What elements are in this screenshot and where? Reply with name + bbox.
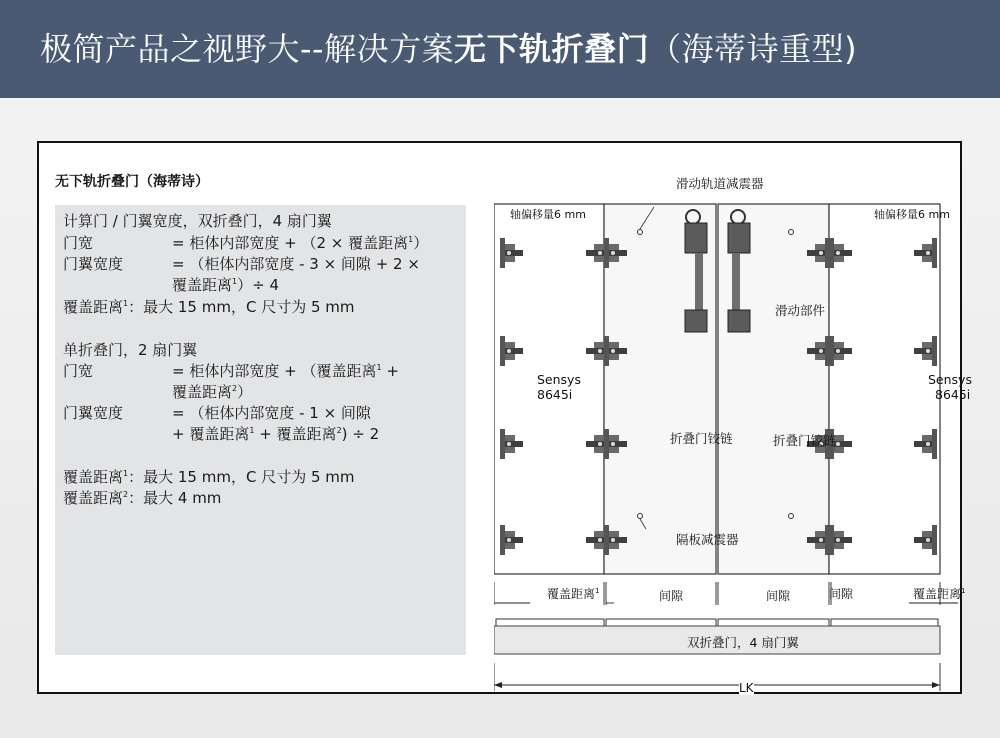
formula-note: 覆盖距离$^1$：最大 15 mm，C 尺寸为 5 mm <box>63 468 355 486</box>
formula-label: 门宽 <box>63 362 94 380</box>
card-title: 无下轨折叠门（海蒂诗） <box>55 174 209 190</box>
lk-label: LK <box>739 681 754 695</box>
folding-door-diagram <box>494 163 972 696</box>
content-card <box>37 141 972 695</box>
formula-text: 覆盖距离$^2$） <box>172 383 253 401</box>
formula-label: 门宽 <box>63 234 94 252</box>
shelf-damper-label: 隔板减震器 <box>676 532 739 547</box>
sliding-part-label: 滑动部件 <box>775 303 826 318</box>
formula-text: 覆盖距离$^1$）÷ 4 <box>172 276 279 294</box>
dim-overlay-left: 覆盖距离$^1$ <box>547 587 600 601</box>
dim-overlay-right: 覆盖距离$^1$ <box>913 587 966 601</box>
page-title-emphasis: 无下轨折叠门 <box>454 30 650 68</box>
dim-gap: 间隙 <box>659 589 684 603</box>
formula-text: + 覆盖距离$^1$ + 覆盖距离$^2$) ÷ 2 <box>172 425 380 443</box>
formula-heading-single: 单折叠门，2 扇门翼 <box>63 341 198 359</box>
page-title-suffix: （海蒂诗重型) <box>649 30 858 68</box>
formula-label: 门翼宽度 <box>63 255 124 273</box>
arrow-icon <box>494 682 502 688</box>
formula-text: = （柜体内部宽度 - 3 × 间隙 + 2 × <box>172 255 420 273</box>
formula-heading-double: 计算门 / 门翼宽度，双折叠门，4 扇门翼 <box>63 212 332 230</box>
dim-gap: 间隙 <box>766 589 791 603</box>
formula-box <box>55 205 466 655</box>
model-label-right: 8645i <box>935 387 971 402</box>
title-banner <box>0 0 1000 98</box>
card-title-sub: （海蒂诗） <box>139 174 209 190</box>
dim-gap: 间隙 <box>829 587 854 601</box>
sensys-label-left: Sensys <box>537 372 581 387</box>
formula-note: 覆盖距离$^1$：最大 15 mm，C 尺寸为 5 mm <box>63 298 355 316</box>
formula-text: = 柜体内部宽度 + （覆盖距离$^1$ + <box>172 362 399 380</box>
arrow-icon <box>932 682 940 688</box>
offset-label-right: 轴偏移量6 mm <box>874 208 950 221</box>
bottom-caption: 双折叠门，4 扇门翼 <box>687 635 799 650</box>
hinge-label-right: 折叠门铰链 <box>773 433 836 448</box>
sensys-label-right: Sensys <box>928 372 972 387</box>
formula-note: 覆盖距离$^2$：最大 4 mm <box>63 489 222 507</box>
model-label-left: 8645i <box>537 387 573 402</box>
formula-text: = 柜体内部宽度 + （2 × 覆盖距离$^1$） <box>172 234 429 252</box>
hinge-label-left: 折叠门铰链 <box>670 431 733 446</box>
track-damper-label: 滑动轨道减震器 <box>676 176 764 191</box>
formula-label: 门翼宽度 <box>63 404 124 422</box>
page-title: 极简产品之视野大--解决方案无下轨折叠门（海蒂诗重型) <box>40 30 858 68</box>
offset-label-left: 轴偏移量6 mm <box>510 208 586 221</box>
formula-text: = （柜体内部宽度 - 1 × 间隙 <box>172 404 371 422</box>
